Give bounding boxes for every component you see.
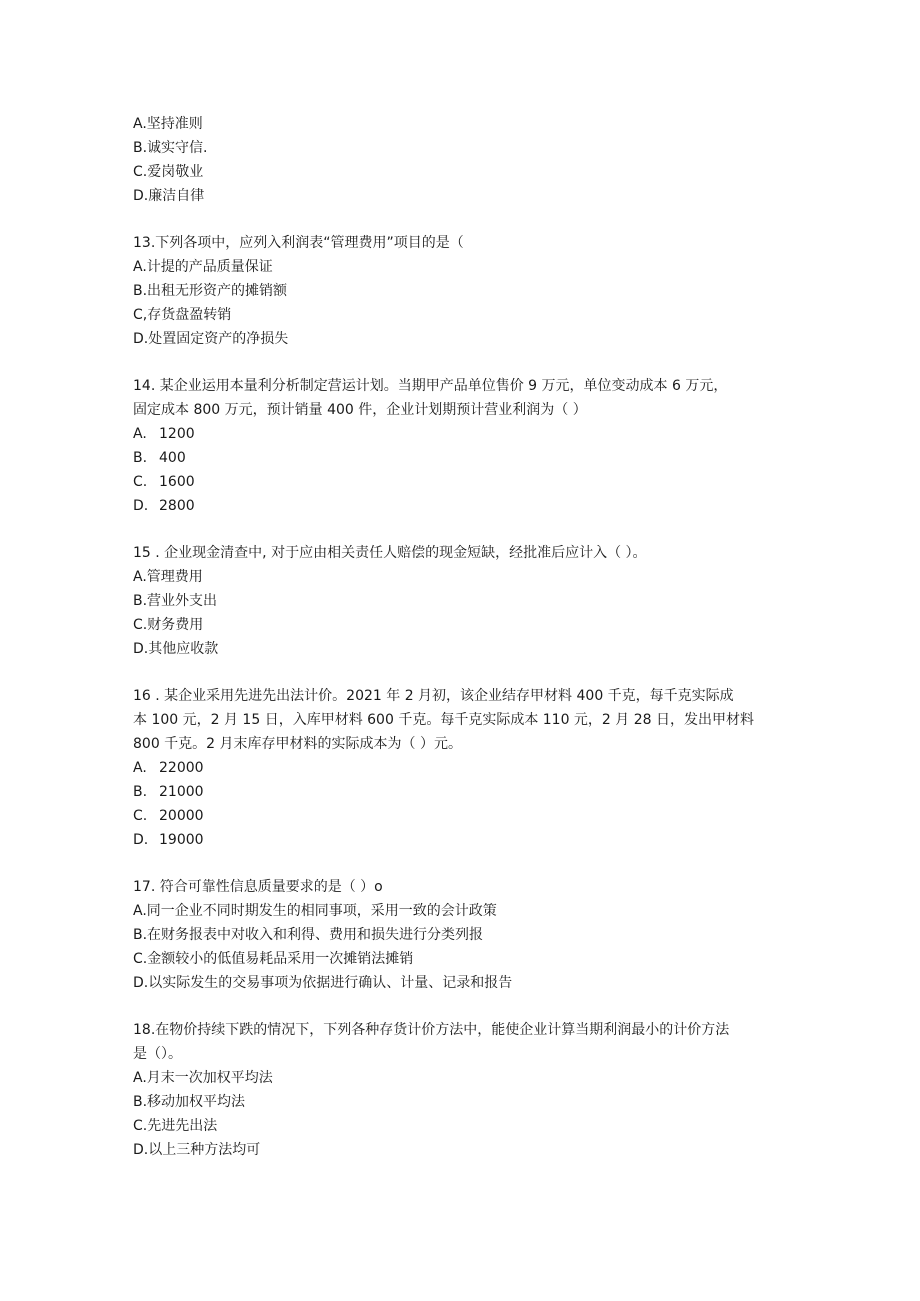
option-b: B.在财务报表中对收入和利得、费用和损失进行分类列报: [133, 927, 484, 943]
option-label: B.: [133, 784, 148, 800]
option-d: D.以上三种方法均可: [133, 1142, 261, 1158]
option-label: C.: [133, 474, 148, 490]
option-d: D.处置固定资产的净损失: [133, 331, 289, 347]
option-a: [133, 756, 813, 780]
question-14: [133, 374, 813, 518]
option-c: [133, 804, 813, 828]
option-b: B.营业外支出: [133, 593, 218, 609]
option-a: A.管理费用: [133, 569, 203, 585]
question-stem: 13.下列各项中，应列入利润表“管理费用”项目的是（: [133, 235, 464, 251]
option-value: 19000: [159, 832, 204, 848]
option-label: A.: [133, 426, 147, 442]
option-a: A.月末一次加权平均法: [133, 1070, 273, 1086]
option-c: C.爱岗敬业: [133, 164, 204, 180]
option-a: A.计提的产品质量保证: [133, 259, 273, 275]
question-stem-line: 固定成本 800 万元，预计销量 400 件，企业计划期预计营业利润为（ ）: [133, 402, 587, 418]
question-18: [133, 1018, 813, 1162]
option-value: 20000: [159, 808, 204, 824]
option-b: B.诚实守信.: [133, 140, 208, 156]
question-stem-line: 800 千克。2 月末库存甲材料的实际成本为（ ）元。: [133, 736, 462, 752]
option-b: [133, 446, 813, 470]
question-stem-line: 18.在物价持续下跌的情况下，下列各种存货计价方法中，能使企业计算当期利润最小的计价方法: [133, 1022, 730, 1038]
question-12-options: [133, 112, 813, 208]
question-13: [133, 231, 813, 351]
document-page: [133, 112, 813, 1185]
question-16: [133, 684, 813, 852]
question-15: [133, 541, 813, 661]
question-stem: 15 . 企业现金清查中, 对于应由相关责任人赔偿的现金短缺，经批准后应计入（ ）。: [133, 545, 647, 561]
option-label: A.: [133, 760, 147, 776]
option-c: C.财务费用: [133, 617, 204, 633]
question-stem-line: 本 100 元，2 月 15 日，入库甲材料 600 千克。每千克实际成本 110 元，2 月 28 日，发出甲材料: [133, 712, 755, 728]
option-d: [133, 494, 813, 518]
question-stem-line: 14. 某企业运用本量利分析制定营运计划。当期甲产品单位售价 9 万元，单位变动成本 6 万元，: [133, 378, 728, 394]
option-b: B.移动加权平均法: [133, 1094, 246, 1110]
option-value: 21000: [159, 784, 204, 800]
option-label: D.: [133, 498, 149, 514]
question-17: [133, 875, 813, 995]
option-c: C,存货盘盈转销: [133, 307, 232, 323]
question-stem: 17. 符合可靠性信息质量要求的是（ ）o: [133, 879, 383, 895]
option-value: 1600: [159, 474, 195, 490]
option-a: A.同一企业不同时期发生的相同事项，采用一致的会计政策: [133, 903, 497, 919]
option-value: 22000: [159, 760, 204, 776]
option-d: D.廉洁自律: [133, 188, 205, 204]
option-c: C.先进先出法: [133, 1118, 218, 1134]
option-value: 1200: [159, 426, 195, 442]
option-value: 400: [159, 450, 186, 466]
option-label: B.: [133, 450, 148, 466]
question-stem-line: 是（）。: [133, 1046, 182, 1062]
option-a: A.坚持准则: [133, 116, 203, 132]
option-b: B.出租无形资产的摊销额: [133, 283, 288, 299]
option-d: [133, 828, 813, 852]
option-label: D.: [133, 832, 149, 848]
option-c: C.金额较小的低值易耗品采用一次摊销法摊销: [133, 951, 414, 967]
option-c: [133, 470, 813, 494]
option-label: C.: [133, 808, 148, 824]
option-b: [133, 780, 813, 804]
option-d: D.以实际发生的交易事项为依据进行确认、计量、记录和报告: [133, 975, 513, 991]
option-d: D.其他应收款: [133, 641, 219, 657]
question-stem-line: 16 . 某企业采用先进先出法计价。2021 年 2 月初，该企业结存甲材料 400 千克，每千克实际成: [133, 688, 734, 704]
option-a: [133, 422, 813, 446]
option-value: 2800: [159, 498, 195, 514]
